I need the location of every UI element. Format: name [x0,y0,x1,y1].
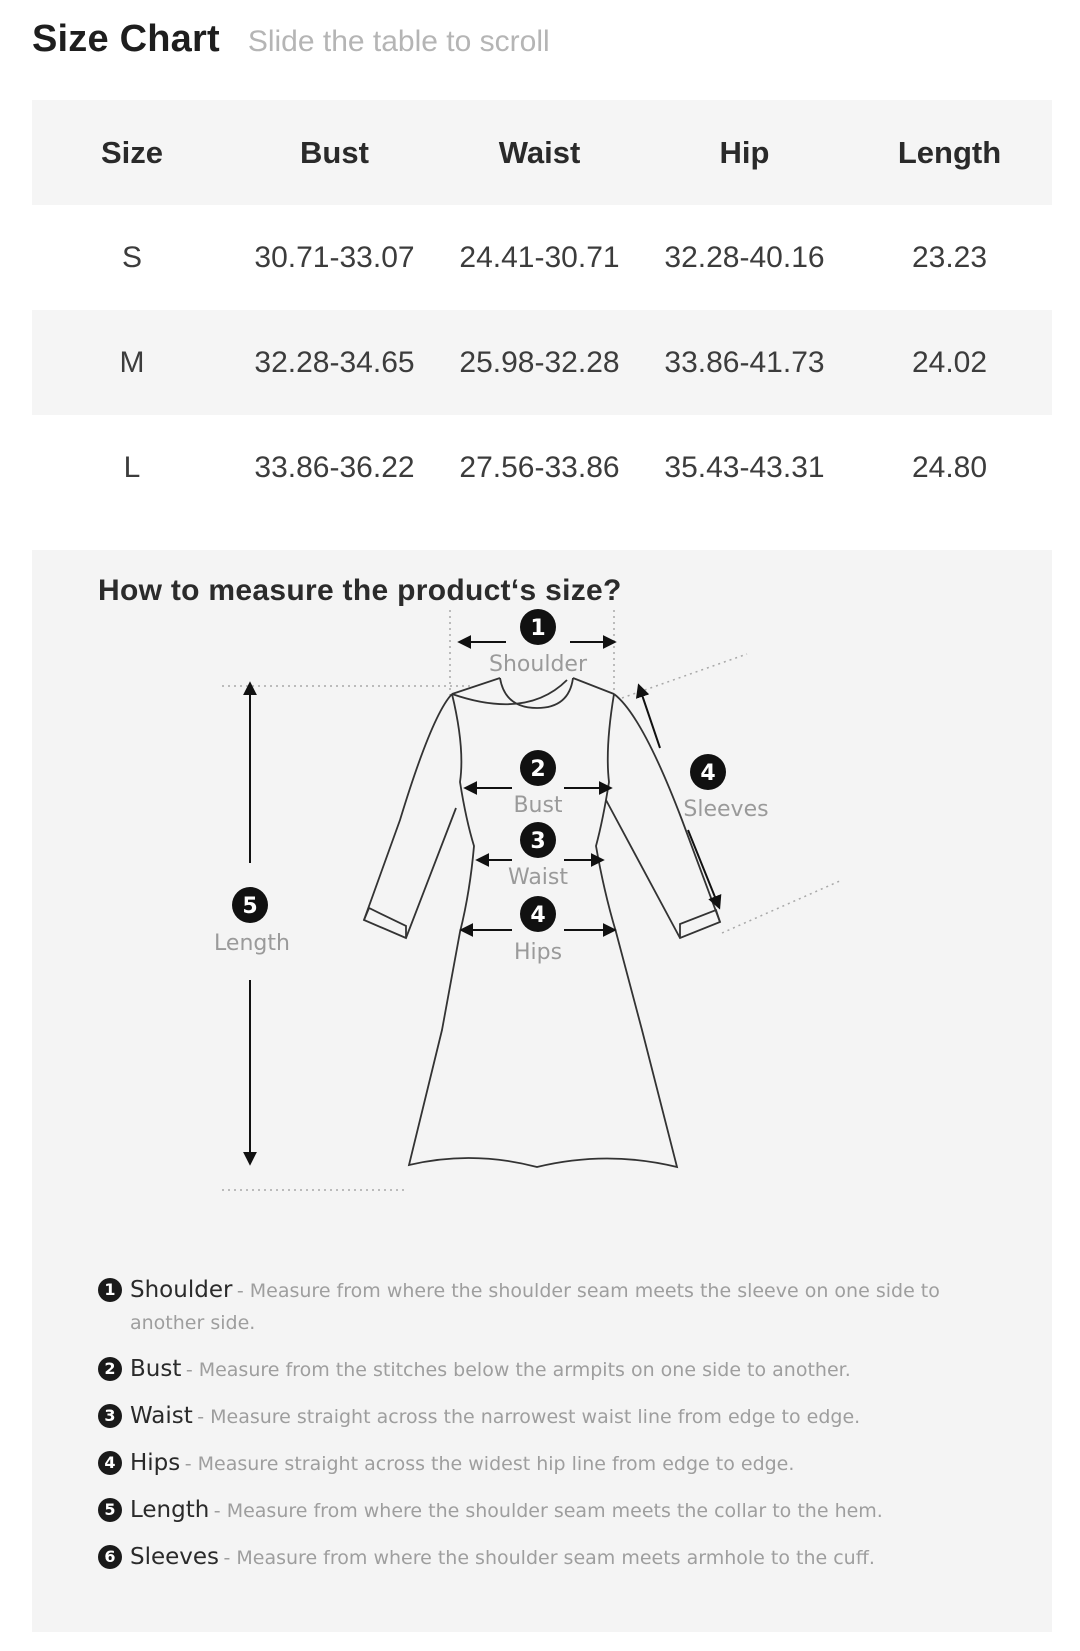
waist-label: Waist [507,865,569,890]
measure-legend [98,1275,998,1589]
legend-desc: - Measure straight across the narrowest waist line from edge to edge. [197,1406,861,1428]
legend-item [98,1448,998,1481]
table-cell: 35.43-43.31 [664,450,825,484]
table-cell: 32.28-34.65 [254,345,415,379]
number-badges [232,609,726,932]
legend-desc: - Measure from where the shoulder seam meets the sleeve on one side to another side. [130,1280,940,1334]
number-icon: 3 [98,1404,122,1428]
size-table[interactable] [32,100,1052,520]
number-icon: 2 [98,1357,122,1381]
table-cell: 24.02 [911,345,988,379]
number-icon: 4 [98,1451,122,1475]
legend-item [98,1542,998,1575]
table-cell: L [123,450,141,484]
table-cell: S [121,240,142,274]
table-cell: 24.41-30.71 [459,240,620,274]
table-cell: M [119,345,145,379]
legend-desc: - Measure from where the shoulder seam meets armhole to the cuff. [223,1547,875,1569]
legend-item [98,1354,998,1387]
measure-arrows [250,642,719,1163]
legend-item [98,1275,998,1340]
waist-num: 3 [530,829,546,854]
table-cell: 33.86-36.22 [254,450,415,484]
scroll-hint: Slide the table to scroll [247,25,550,58]
column-header: Length [897,134,1002,170]
legend-desc: - Measure straight across the widest hip line from edge to edge. [184,1453,795,1475]
legend-name: Bust [130,1356,182,1382]
table-cell: 33.86-41.73 [664,345,825,379]
hips-label: Hips [513,940,563,965]
measure-guide [32,550,1052,1632]
number-icon: 6 [98,1545,122,1569]
shoulder-num: 1 [530,616,546,641]
table-cell: 23.23 [911,240,988,274]
legend-name: Sleeves [130,1544,220,1570]
bust-num: 2 [530,757,546,782]
sleeves-label: Sleeves [683,797,769,822]
table-cell: 30.71-33.07 [254,240,415,274]
table-row [32,415,1052,520]
table-cell: 32.28-40.16 [664,240,825,274]
shoulder-label: Shoulder [489,652,587,677]
dress-diagram [32,550,1052,1270]
table-row [32,205,1052,310]
column-header: Waist [498,134,581,170]
legend-name: Length [130,1497,210,1523]
table-header-row [32,100,1052,205]
number-icon: 5 [98,1498,122,1522]
column-header: Size [100,134,164,170]
bust-label: Bust [513,793,563,818]
column-header: Hip [719,134,770,170]
legend-name: Waist [130,1403,193,1429]
legend-desc: - Measure from the stitches below the armpits on one side to another. [185,1359,851,1381]
legend-item [98,1401,998,1434]
hips-num: 4 [530,903,546,928]
legend-name: Shoulder [130,1277,233,1303]
legend-name: Hips [130,1450,181,1476]
legend-desc: - Measure from where the shoulder seam meets the collar to the hem. [213,1500,883,1522]
size-chart-header [32,18,550,78]
page-title: Size Chart [32,18,220,60]
guide-title: How to measure the product‘s size? [98,574,622,607]
length-label: Length [214,931,290,956]
table-row [32,310,1052,415]
table-cell: 24.80 [911,450,988,484]
column-header: Bust [300,134,369,170]
table-cell: 27.56-33.86 [459,450,620,484]
length-num: 5 [242,894,258,919]
legend-item [98,1495,998,1528]
number-icon: 1 [98,1278,122,1302]
table-cell: 25.98-32.28 [459,345,620,379]
sleeves-num: 4 [700,761,716,786]
